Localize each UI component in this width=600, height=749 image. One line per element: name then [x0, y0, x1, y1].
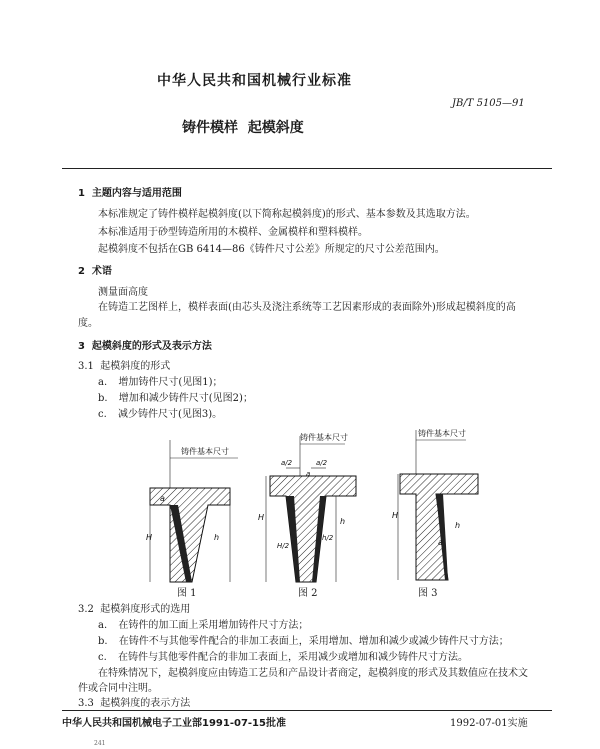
section-3-1-heading: 3.1 起模斜度的形式	[78, 361, 171, 372]
figure-1-label-H: H	[146, 533, 153, 542]
figure-3-caption: 图 3	[418, 588, 438, 599]
section-1-p1: 本标准规定了铸件模样起模斜度(以下简称起模斜度)的形式、基本参数及其选取方法。	[98, 209, 476, 220]
list-item	[98, 648, 468, 663]
figure-1	[146, 440, 238, 582]
section-1-p2: 本标准适用于砂型铸造所用的木模样、金属模样和塑料模样。	[98, 227, 368, 238]
figure-1-label-a: a	[160, 494, 165, 503]
special-case-line1: 在特殊情况下，起模斜度应由铸造工艺员和产品设计者商定，起模斜度的形式及其数值应在技术文	[98, 668, 528, 679]
implementation-date: 1992-07-01实施	[450, 718, 528, 729]
special-case-line2: 件或合同中注明。	[78, 683, 158, 694]
term-definition-line1: 在铸造工艺图样上，模样表面(由芯头及浇注系统等工艺因素形成的表面除外)形成起模斜度的高	[98, 302, 516, 313]
list-item-text: 在铸件与其他零件配合的非加工表面上，采用减少或增加和减少铸件尺寸方法。	[117, 652, 468, 663]
figure-2-dim-label: 铸件基本尺寸	[300, 433, 348, 442]
agency-title: 中华人民共和国机械行业标准	[157, 73, 352, 89]
figure-2	[258, 432, 356, 582]
figure-2-label-H2: H/2	[277, 542, 290, 550]
figure-2-label-a: a	[306, 470, 311, 478]
list-item-mark: b.	[98, 393, 108, 404]
figure-1-label-h: h	[214, 533, 220, 542]
figure-3	[392, 428, 478, 580]
figure-2-label-a2-left: a/2	[281, 459, 293, 467]
figure-3-label-H: H	[392, 511, 399, 520]
list-item-text: 在铸件不与其他零件配合的非加工表面上，采用增加、增加和减少或减少铸件尺寸方法；	[118, 636, 509, 647]
figure-2-label-h2: h/2	[322, 534, 334, 542]
list-item-mark: a.	[98, 377, 108, 388]
list-item	[98, 616, 308, 631]
section-3-2-heading: 3.2 起模斜度形式的选用	[78, 604, 191, 615]
list-item-mark: c.	[98, 409, 107, 420]
figure-3-dim-label: 铸件基本尺寸	[418, 429, 466, 438]
figure-1-dim-label: 铸件基本尺寸	[181, 447, 229, 456]
footer-rule	[62, 710, 552, 711]
list-item-text: 增加和减少铸件尺寸(见图2)；	[118, 393, 253, 404]
term-name: 测量面高度	[98, 287, 148, 298]
figure-3-label-a: a	[438, 538, 443, 547]
figure-3-casting	[400, 474, 478, 580]
section-1-p3: 起模斜度不包括在GB 6414—86《铸件尺寸公差》所规定的尺寸公差范围内。	[98, 244, 445, 255]
list-item-mark: c.	[98, 652, 107, 663]
figure-2-label-h: h	[340, 517, 346, 526]
doc-title: 铸件模样 起模斜度	[182, 120, 304, 136]
term-definition-line2: 度。	[78, 318, 98, 329]
figure-2-caption: 图 2	[298, 588, 318, 599]
section-3-heading: 3 起模斜度的形式及表示方法	[78, 341, 212, 352]
figure-1-caption: 图 1	[177, 588, 197, 599]
page-mark: 241	[94, 740, 106, 747]
list-item	[98, 632, 509, 647]
figure-2-casting	[270, 476, 356, 582]
figure-3-label-h: h	[455, 521, 461, 530]
section-1-heading: 1 主题内容与适用范围	[78, 188, 182, 199]
standard-number: JB/T 5105—91	[452, 98, 525, 109]
list-item-mark: a.	[98, 620, 108, 631]
approval-line: 中华人民共和国机械电子工业部1991-07-15批准	[62, 718, 286, 729]
list-item-text: 在铸件的加工面上采用增加铸件尺寸方法；	[118, 620, 309, 631]
figure-2-label-H: H	[258, 513, 265, 522]
section-3-3-heading: 3.3 起模斜度的表示方法	[78, 698, 191, 709]
list-item-text: 增加铸件尺寸(见图1)；	[118, 377, 223, 388]
list-item-text: 减少铸件尺寸(见图3)。	[117, 409, 223, 420]
figure-2-label-a2-right: a/2	[316, 459, 328, 467]
list-item-mark: b.	[98, 636, 108, 647]
section-2-heading: 2 术语	[78, 266, 112, 277]
